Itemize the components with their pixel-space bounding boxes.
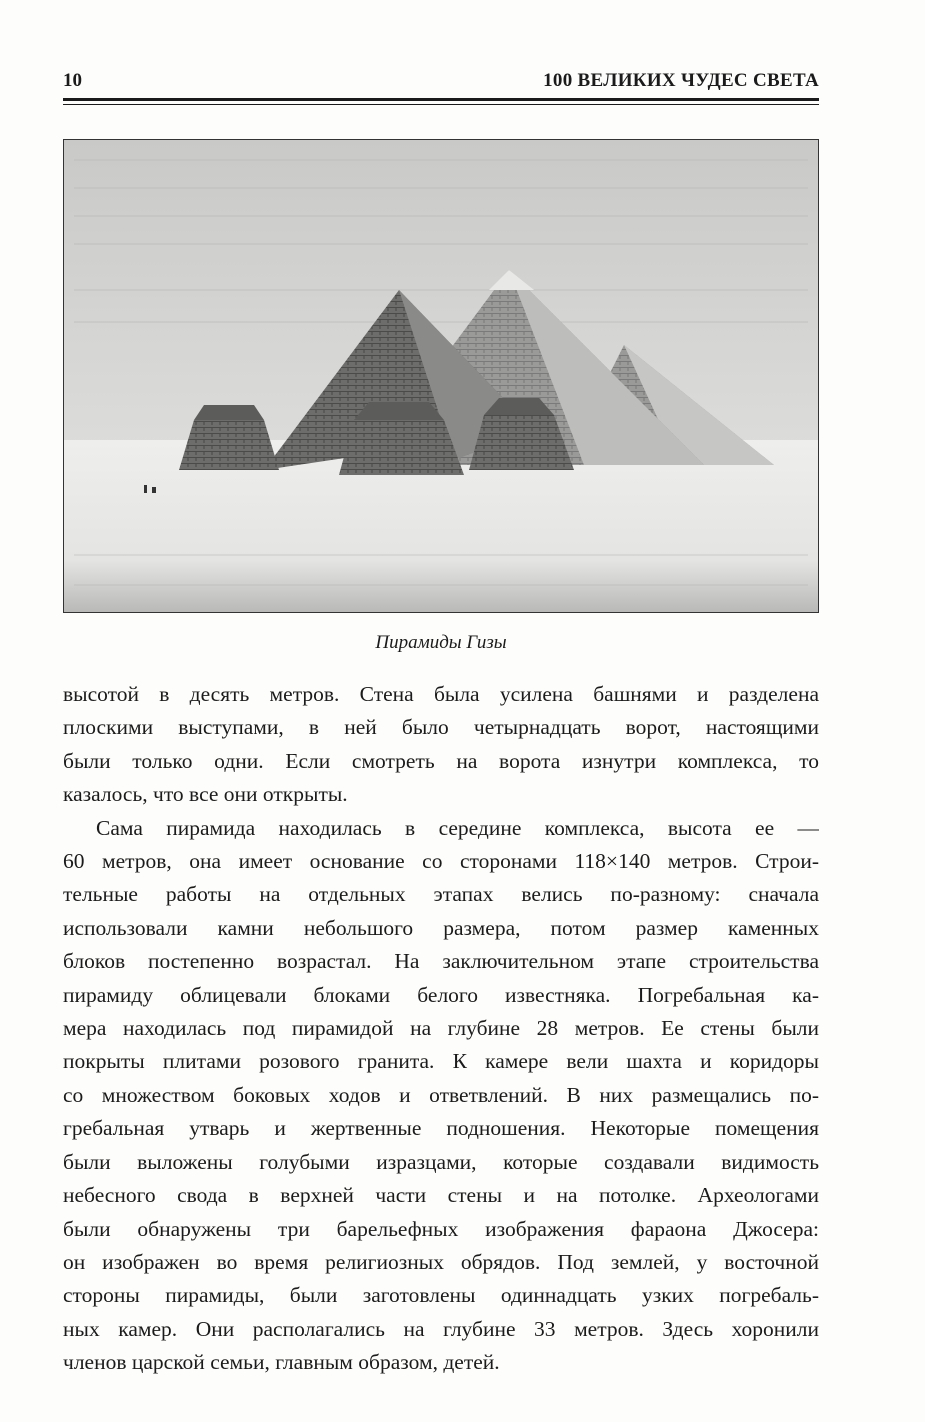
text-line: Сама пирамида находилась в середине комплекса, высота ее — — [96, 815, 819, 840]
text-line: покрыты плитами розового гранита. К камере вели шахта и коридоры — [63, 1049, 819, 1074]
text-line: гребальная утварь и жертвенные подношения. Некоторые помещения — [63, 1116, 819, 1141]
text-line: 60 метров, она имеет основание со сторонами 118×140 метров. Строи- — [63, 849, 819, 874]
text-line: использовали камни небольшого размера, потом размер каменных — [63, 915, 819, 940]
page-number: 10 — [63, 70, 82, 91]
text-line: ных камер. Они располагались на глубине 33 метров. Здесь хоронили — [63, 1316, 819, 1341]
book-title: 100 ВЕЛИКИХ ЧУДЕС СВЕТА — [543, 70, 819, 91]
text-line: со множеством боковых ходов и ответвлений. В них размещались по- — [63, 1082, 819, 1107]
text-line: были только одни. Если смотреть на ворота изнутри комплекса, то — [63, 748, 819, 773]
running-header — [63, 70, 819, 98]
text-line: пирамиду облицевали блоками белого известняка. Погребальная ка- — [63, 982, 819, 1007]
text-line: мера находилась под пирамидой на глубине 28 метров. Ее стены были — [63, 1016, 819, 1041]
text-line: высотой в десять метров. Стена была усилена башнями и разделена — [63, 682, 819, 706]
text-line: стороны пирамиды, были заготовлены одиннадцать узких погребаль- — [63, 1283, 819, 1308]
pyramids-photo — [63, 139, 819, 613]
text-line: членов царской семьи, главным образом, детей. — [63, 1350, 500, 1375]
text-line: казалось, что все они открыты. — [63, 782, 348, 807]
text-line: блоков постепенно возрастал. На заключительном этапе строительства — [63, 949, 819, 974]
header-rule-thin — [63, 104, 819, 105]
header-rule-thick — [63, 98, 819, 101]
text-line: он изображен во время религиозных обрядов. Под землей, у восточной — [63, 1249, 819, 1274]
text-line: плоскими выступами, в ней было четырнадцать ворот, настоящими — [63, 715, 819, 740]
text-line: тельные работы на отдельных этапах велись по-разному: сначала — [63, 882, 819, 907]
text-line: небесного свода в верхней части стены и на потолке. Археологами — [63, 1183, 819, 1208]
body-text — [63, 678, 819, 1380]
figure-caption: Пирамиды Гизы — [375, 632, 507, 653]
text-line: были обнаружены три барельефных изображения фараона Джосера: — [63, 1216, 819, 1241]
text-line: были выложены голубыми изразцами, которые создавали видимость — [63, 1149, 819, 1174]
queen-pyramids — [179, 398, 574, 475]
